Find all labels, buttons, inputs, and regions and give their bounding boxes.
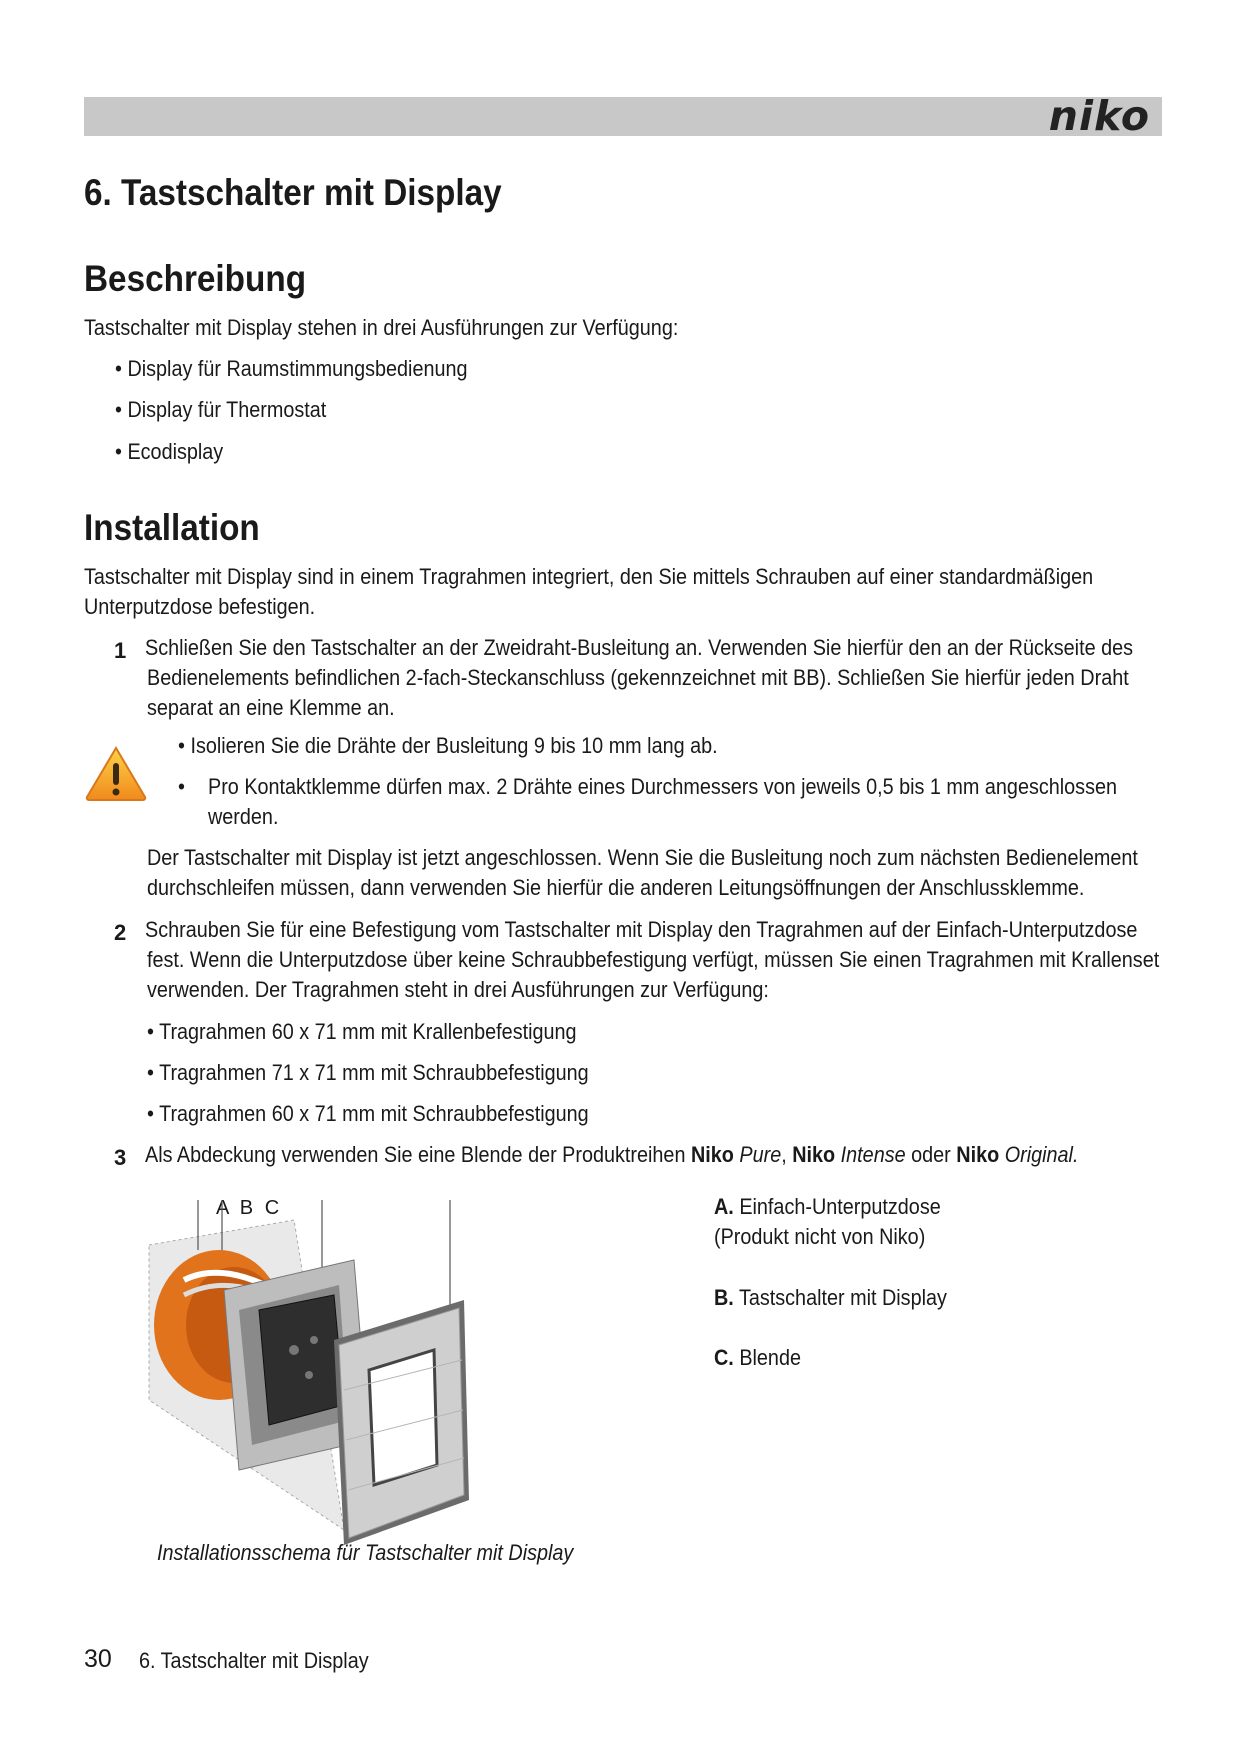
legend-item: C. Blende bbox=[714, 1345, 801, 1370]
step-text: durchschleifen müssen, dann verwenden Sie hierfür die anderen Leitungsöffnungen der Anschlussklemme. bbox=[147, 875, 1085, 900]
list-item: • Display für Thermostat bbox=[115, 395, 326, 426]
step-number: 2 bbox=[114, 920, 127, 945]
list-item: • Ecodisplay bbox=[115, 437, 223, 468]
page-number: 30 bbox=[84, 1645, 112, 1673]
list-item: • Tragrahmen 60 x 71 mm mit Krallenbefestigung bbox=[147, 1017, 577, 1048]
step-number: 3 bbox=[114, 1145, 127, 1170]
step-text: Der Tastschalter mit Display ist jetzt angeschlossen. Wenn Sie die Busleitung noch zum nächsten Bedienelement bbox=[147, 845, 1138, 870]
figure-caption: Installationsschema für Tastschalter mit Display bbox=[157, 1540, 574, 1565]
warning-item: werden. bbox=[208, 804, 279, 829]
warning-icon bbox=[84, 745, 148, 803]
step-text: separat an eine Klemme an. bbox=[147, 695, 395, 720]
beschreibung-heading: Beschreibung bbox=[84, 258, 307, 299]
list-item: • Tragrahmen 60 x 71 mm mit Schraubbefestigung bbox=[147, 1099, 589, 1130]
step-text: Schrauben Sie für eine Befestigung vom Tastschalter mit Display den Tragrahmen auf der Einfach-Unterputzdose bbox=[145, 917, 1138, 942]
list-item: • Tragrahmen 71 x 71 mm mit Schraubbefestigung bbox=[147, 1058, 589, 1089]
step-text: Als Abdeckung verwenden Sie eine Blende der Produktreihen Niko Pure, Niko Intense oder Niko Original. bbox=[145, 1142, 1079, 1167]
installation-intro-line: Tastschalter mit Display sind in einem Tragrahmen integriert, den Sie mittels Schrauben auf einer standardmäßigen bbox=[84, 564, 1094, 589]
footer-section: 6. Tastschalter mit Display bbox=[139, 1648, 369, 1673]
step-number: 1 bbox=[114, 638, 127, 663]
warning-item: Pro Kontaktklemme dürfen max. 2 Drähte eines Durchmessers von jeweils 0,5 bis 1 mm angeschlossen bbox=[208, 774, 1118, 799]
beschreibung-intro: Tastschalter mit Display stehen in drei Ausführungen zur Verfügung: bbox=[84, 315, 679, 340]
legend-item: (Produkt nicht von Niko) bbox=[714, 1224, 926, 1249]
step-text: verwenden. Der Tragrahmen steht in drei Ausführungen zur Verfügung: bbox=[147, 977, 769, 1002]
step-text: Schließen Sie den Tastschalter an der Zweidraht-Busleitung an. Verwenden Sie hierfür den an der Rückseite des bbox=[145, 635, 1134, 660]
step-text: Bedienelements befindlichen 2-fach-Steckanschluss (gekennzeichnet mit BB). Schließen Sie hierfür jeden Draht bbox=[147, 665, 1129, 690]
warning-bullet: • bbox=[178, 774, 185, 799]
niko-logo: niko bbox=[1048, 92, 1150, 140]
page-title: 6. Tastschalter mit Display bbox=[84, 172, 502, 213]
legend-item: A. Einfach-Unterputzdose bbox=[714, 1194, 941, 1219]
figure-labels: A B C bbox=[216, 1197, 283, 1219]
installation-intro-line: Unterputzdose befestigen. bbox=[84, 594, 316, 619]
header-bar bbox=[84, 92, 1162, 140]
installation-heading: Installation bbox=[84, 507, 260, 548]
step-text: fest. Wenn die Unterputzdose über keine Schraubbefestigung verfügt, müssen Sie einen Tragrahmen mit Krallenset bbox=[147, 947, 1160, 972]
installation-diagram bbox=[144, 1200, 524, 1545]
list-item: • Display für Raumstimmungsbedienung bbox=[115, 354, 468, 385]
legend-item: B. Tastschalter mit Display bbox=[714, 1285, 947, 1310]
warning-item: • Isolieren Sie die Drähte der Busleitung 9 bis 10 mm lang ab. bbox=[178, 731, 718, 762]
